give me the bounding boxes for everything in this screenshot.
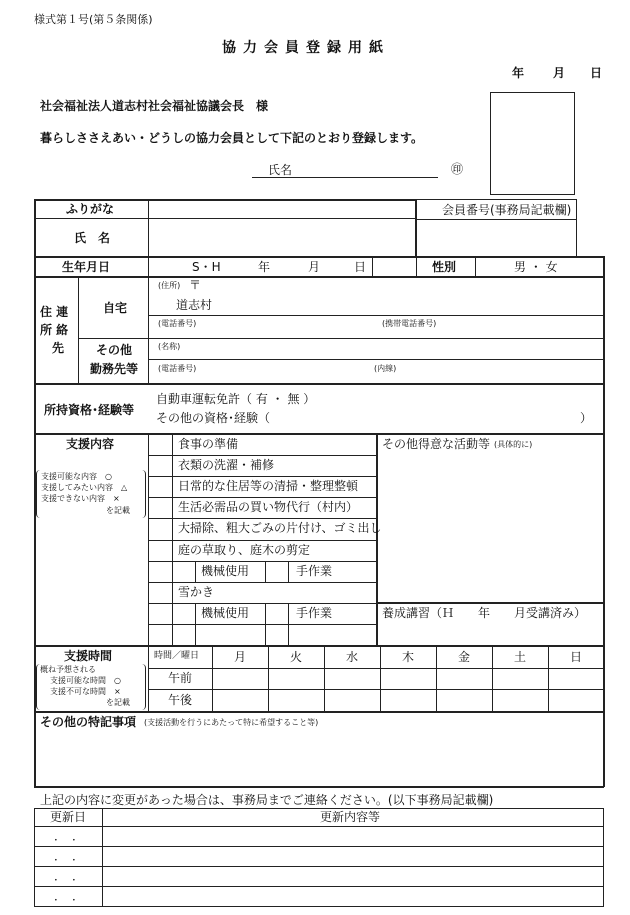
qual-bottom-line	[34, 433, 604, 435]
schedule-legend-line: 支援可能な時間 ○	[50, 676, 121, 685]
birth-sex-divider	[372, 256, 373, 277]
seal-mark: ㊞	[451, 162, 464, 176]
snow-machine-label: 機械使用	[201, 606, 250, 620]
support-row-line	[148, 624, 376, 625]
support-label: 支援内容	[66, 437, 115, 451]
date-day-label: 日	[590, 66, 603, 80]
snow-label: 雪かき	[178, 585, 215, 599]
birth-year-label: 年	[258, 260, 271, 274]
update-log-col-line	[102, 808, 103, 907]
mobile-label: (携帯電話番号)	[382, 319, 437, 328]
sex-value-divider	[475, 256, 476, 277]
work-phone-label: (電話番号)	[158, 364, 197, 373]
update-date-cell[interactable]: ． ．	[54, 829, 85, 843]
other-contact-label-2: 勤務先等	[90, 362, 139, 376]
page-title: 協力会員登録用紙	[222, 40, 390, 56]
contact-label-1: 住 連	[40, 305, 69, 319]
support-item: 日常的な住居等の清掃・整理整頓	[178, 479, 359, 493]
schedule-col-line	[436, 645, 437, 712]
manual-label: 手作業	[296, 564, 333, 578]
am-label: 午前	[168, 671, 193, 685]
support-legend-line: 支援してみたい内容 △	[41, 483, 128, 492]
work-name-line	[148, 359, 604, 360]
am-line	[148, 689, 604, 690]
update-content-header: 更新内容等	[320, 810, 381, 824]
table-right-border	[603, 256, 605, 787]
date-month-label: 月	[553, 66, 566, 80]
other-qualification-line: その他の資格･経験（	[156, 411, 271, 425]
date-year-label: 年	[512, 66, 525, 80]
extension-label: (内線)	[374, 364, 397, 373]
update-date-cell[interactable]: ． ．	[54, 889, 85, 903]
furigana-label: ふりがな	[66, 202, 115, 216]
remarks-label: その他の特記事項	[40, 715, 137, 729]
support-item: 食事の準備	[178, 437, 239, 451]
day-header: 火	[290, 650, 303, 664]
other-activity-field[interactable]	[378, 456, 602, 600]
schedule-col-line	[380, 645, 381, 712]
postal-mark: 〒	[189, 278, 202, 292]
org-name-label: (名称)	[158, 342, 181, 351]
schedule-col-line	[324, 645, 325, 712]
other-activity-label: その他得意な活動等	[382, 437, 491, 451]
other-activity-note: (具体的に)	[494, 440, 533, 449]
day-header: 水	[346, 650, 359, 664]
update-log-row-line	[34, 886, 604, 887]
manual-mark-line	[288, 561, 289, 582]
support-bottom-line	[34, 645, 604, 647]
change-notice: 上記の内容に変更があった場合は、事務局までご連絡ください。(以下事務局記載欄)	[40, 793, 494, 807]
contact-label-2: 所 絡	[40, 323, 69, 337]
member-no-field[interactable]	[417, 220, 575, 256]
sex-label-divider	[416, 256, 417, 277]
schedule-col-line	[268, 645, 269, 712]
support-row-line	[148, 540, 376, 541]
applicant-name-label: 氏名	[268, 163, 293, 177]
schedule-corner-label: 時間／曜日	[154, 651, 200, 661]
qualification-label: 所持資格･経験等	[44, 403, 135, 417]
day-header: 木	[402, 650, 415, 664]
training-label: 養成講習（Ｈ 年 月受講済み）	[382, 606, 587, 620]
contact-bottom-line	[34, 383, 604, 385]
addressee: 社会福祉法人道志村社会福祉協議会長 様	[40, 99, 269, 113]
update-date-header: 更新日	[50, 810, 87, 824]
schedule-legend-line: 支援不可な時間 ×	[50, 687, 121, 696]
member-no-right-border	[576, 199, 577, 256]
support-row-line	[148, 582, 376, 583]
machine-label: 機械使用	[201, 564, 250, 578]
day-header: 金	[458, 650, 471, 664]
photo-box	[490, 92, 575, 195]
support-row-line	[148, 497, 376, 498]
support-legend-line: 支援できない内容 ×	[41, 494, 120, 503]
support-row-line	[148, 476, 376, 477]
other-contact-label-1: その他	[96, 343, 133, 357]
day-header: 月	[234, 650, 247, 664]
birth-month-label: 月	[308, 260, 321, 274]
day-header: 日	[570, 650, 583, 664]
update-log-header-line	[34, 826, 604, 827]
support-row-line	[148, 455, 376, 456]
birth-era: S・H	[192, 260, 221, 274]
address-label: (住所)	[158, 281, 181, 290]
support-item: 衣類の洗濯・補修	[178, 458, 275, 472]
support-item: 大掃除、粗大ごみの片付け、ゴミ出し	[178, 521, 382, 535]
schedule-label: 支援時間	[64, 649, 113, 663]
contact-label-3: 先	[52, 341, 65, 355]
birth-label: 生年月日	[62, 260, 111, 274]
schedule-bottom-line	[34, 711, 604, 713]
sex-options[interactable]: 男 ・ 女	[514, 260, 558, 274]
name-bottom-line	[34, 256, 604, 258]
sex-label: 性別	[432, 260, 457, 274]
day-header: 土	[514, 650, 527, 664]
machine-manual-line	[265, 561, 266, 582]
support-item: 庭の草取り、庭木の剪定	[178, 543, 311, 557]
schedule-col-line	[492, 645, 493, 712]
update-date-cell[interactable]: ． ．	[54, 849, 85, 863]
birth-bottom-line	[34, 276, 604, 278]
table-top-line	[34, 199, 416, 201]
schedule-legend-line: を記載	[106, 698, 130, 707]
home-bottom-line	[148, 338, 604, 339]
snow-manual-label: 手作業	[296, 606, 333, 620]
support-row-line	[148, 518, 376, 519]
license-line[interactable]: 自動車運転免許（ 有 ・ 無 ）	[156, 392, 316, 406]
remarks-field[interactable]	[37, 732, 601, 784]
schedule-legend-line: 概ね予想される	[40, 665, 96, 674]
home-label: 自宅	[103, 301, 128, 315]
member-no-top-line	[416, 199, 576, 200]
support-item: 生活必需品の買い物代行（村内）	[178, 500, 359, 514]
table-bottom-line	[34, 786, 604, 788]
update-log-table	[34, 808, 604, 907]
support-legend-line: を記載	[106, 506, 130, 515]
training-top-line	[376, 602, 604, 604]
member-no-label: 会員番号(事務局記載欄)	[442, 203, 572, 217]
form-number: 様式第１号(第５条関係)	[34, 13, 153, 26]
applicant-name-line[interactable]	[252, 177, 438, 178]
remarks-note: (支援活動を行うにあたって特に希望すること等)	[144, 718, 319, 727]
support-row-line	[148, 561, 376, 562]
registration-statement: 暮らしささえあい・どうしの協力会員として下記のとおり登録します。	[40, 131, 424, 145]
update-log-row-line	[34, 866, 604, 867]
support-legend-line: 支援可能な内容 ○	[41, 472, 112, 481]
schedule-col-line	[548, 645, 549, 712]
contact-sub-col-line	[78, 276, 79, 384]
contact-sub-row-line	[78, 338, 148, 339]
birth-day-label: 日	[354, 260, 367, 274]
village-name: 道志村	[176, 298, 213, 312]
pm-label: 午後	[168, 693, 193, 707]
name-label: 氏 名	[74, 231, 111, 245]
days-header-line	[148, 668, 604, 669]
machine-mark-line	[195, 561, 196, 582]
schedule-col-line	[212, 645, 213, 712]
name-field[interactable]	[149, 219, 415, 256]
home-addr-line	[148, 315, 604, 316]
support-row-line	[148, 603, 376, 604]
update-log-row-line	[34, 846, 604, 847]
update-date-cell[interactable]: ． ．	[54, 869, 85, 883]
other-qualification-close: ）	[580, 411, 593, 425]
home-phone-label: (電話番号)	[158, 319, 197, 328]
label-col-line-2	[148, 433, 149, 712]
